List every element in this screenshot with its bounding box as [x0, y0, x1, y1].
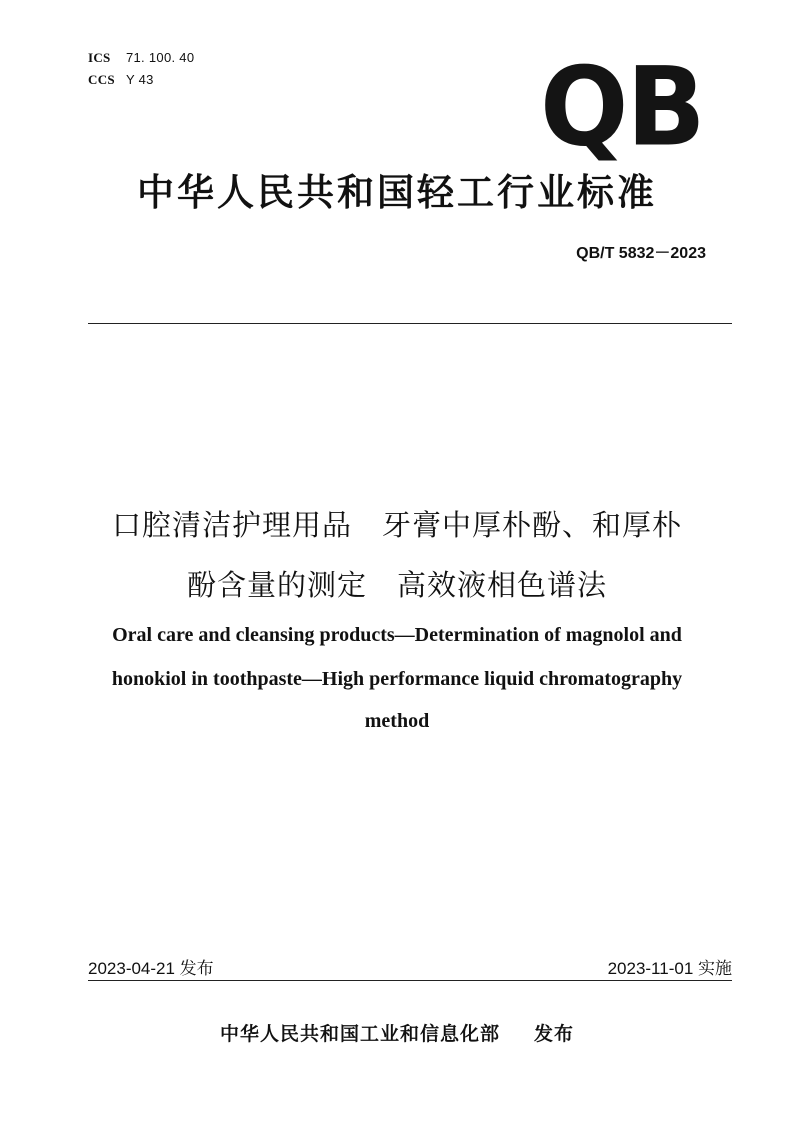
- ics-code: [88, 50, 194, 66]
- publisher-name: 中华人民共和国工业和信息化部: [219, 1023, 500, 1045]
- issuing-title: 中华人民共和国轻工行业标准: [137, 171, 657, 214]
- title-cn-line-1: 口腔清洁护理用品 牙膏中厚朴酚、和厚朴: [111, 508, 682, 542]
- title-en-line-2: honokiol in toothpaste—High performance liquid chromatography: [111, 668, 683, 690]
- ccs-value: Y 43: [126, 72, 154, 87]
- title-en-line-1: Oral care and cleansing products—Determination of magnolol and: [112, 624, 682, 646]
- title-en-line-3: method: [364, 710, 430, 732]
- bottom-divider: [88, 980, 732, 981]
- ics-value: 71. 100. 40: [126, 50, 195, 65]
- title-cn-line-2: 酚含量的测定 高效液相色谱法: [186, 568, 607, 602]
- publisher: [0, 1019, 794, 1046]
- ccs-label: CCS: [88, 72, 115, 87]
- ccs-code: [88, 72, 154, 88]
- publisher-action: 发布: [534, 1023, 575, 1045]
- standard-number: QB/T 5832－2023: [576, 245, 706, 262]
- qb-logo: QB: [540, 42, 704, 171]
- implementation-date: 2023-11-01 实施: [607, 959, 732, 978]
- release-date: 2023-04-21 发布: [88, 959, 214, 978]
- top-divider: [88, 323, 732, 324]
- ics-label: ICS: [88, 50, 111, 65]
